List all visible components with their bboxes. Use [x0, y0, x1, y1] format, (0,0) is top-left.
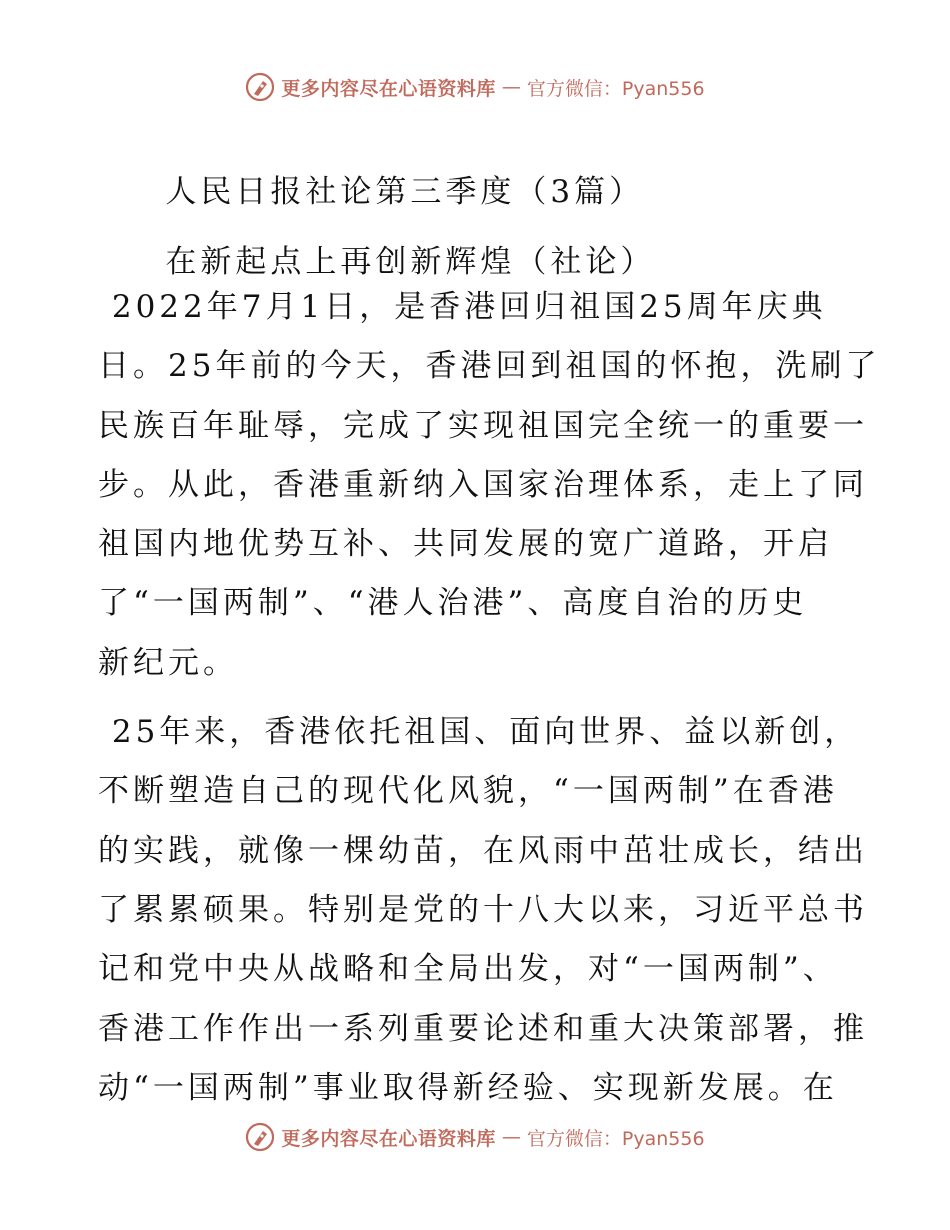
document-title	[98, 126, 854, 210]
document-body	[98, 126, 881, 1118]
paragraph-line: 记和党中央从战略和全局出发，对“一国两制”、	[98, 951, 838, 988]
paragraph-line: 的实践，就像一棵幼苗，在风雨中茁壮成长，结出	[98, 832, 868, 869]
watermark-text: 更多内容尽在心语资料库	[281, 1127, 496, 1150]
paragraph-line: 祖国内地优势互补、共同发展的宽广道路，开启	[98, 526, 833, 563]
paragraph-1	[98, 278, 881, 693]
watermark-dash: —	[501, 1126, 521, 1148]
watermark-dash: —	[501, 76, 521, 98]
paragraph-line: 了累累硕果。特别是党的十八大以来，习近平总书	[98, 891, 868, 928]
pen-nib-logo-icon	[245, 72, 275, 102]
paragraph-line: 民族百年耻辱，完成了实现祖国完全统一的重要一	[98, 407, 868, 444]
watermark-contact: 官方微信：Pyan556	[526, 77, 705, 100]
paragraph-line: 了“一国两制”、“港人治港”、高度自治的历史	[98, 585, 808, 622]
paragraph-line: 不断塑造自己的现代化风貌，“一国两制”在香港	[98, 773, 838, 810]
title-text: 人民日报社论第三季度（3篇）	[165, 174, 645, 210]
pen-nib-logo-icon	[245, 1122, 275, 1152]
paragraph-spacer	[98, 693, 854, 703]
paragraph-line: 2022年7月1日，是香港回归祖国25周年庆典	[98, 289, 827, 325]
watermark-text: 更多内容尽在心语资料库	[281, 77, 496, 100]
paragraph-line: 日。25年前的今天，香港回到祖国的怀抱，洗刷了	[98, 348, 881, 385]
paragraph-line: 动“一国两制”事业取得新经验、实现新发展。在	[98, 1069, 838, 1106]
subtitle-text: 在新起点上再创新辉煌（社论）	[165, 244, 656, 280]
paragraph-line: 香港工作作出一系列重要论述和重大决策部署，推	[98, 1010, 868, 1047]
footer-watermark	[0, 1122, 950, 1152]
paragraph-line: 步。从此，香港重新纳入国家治理体系，走上了同	[98, 466, 868, 503]
paragraph-line: 新纪元。	[98, 644, 238, 681]
watermark-contact: 官方微信：Pyan556	[526, 1127, 705, 1150]
paragraph-2	[98, 703, 868, 1118]
header-watermark	[0, 72, 950, 102]
paragraph-line: 25年来，香港依托祖国、面向世界、益以新创，	[98, 714, 860, 751]
